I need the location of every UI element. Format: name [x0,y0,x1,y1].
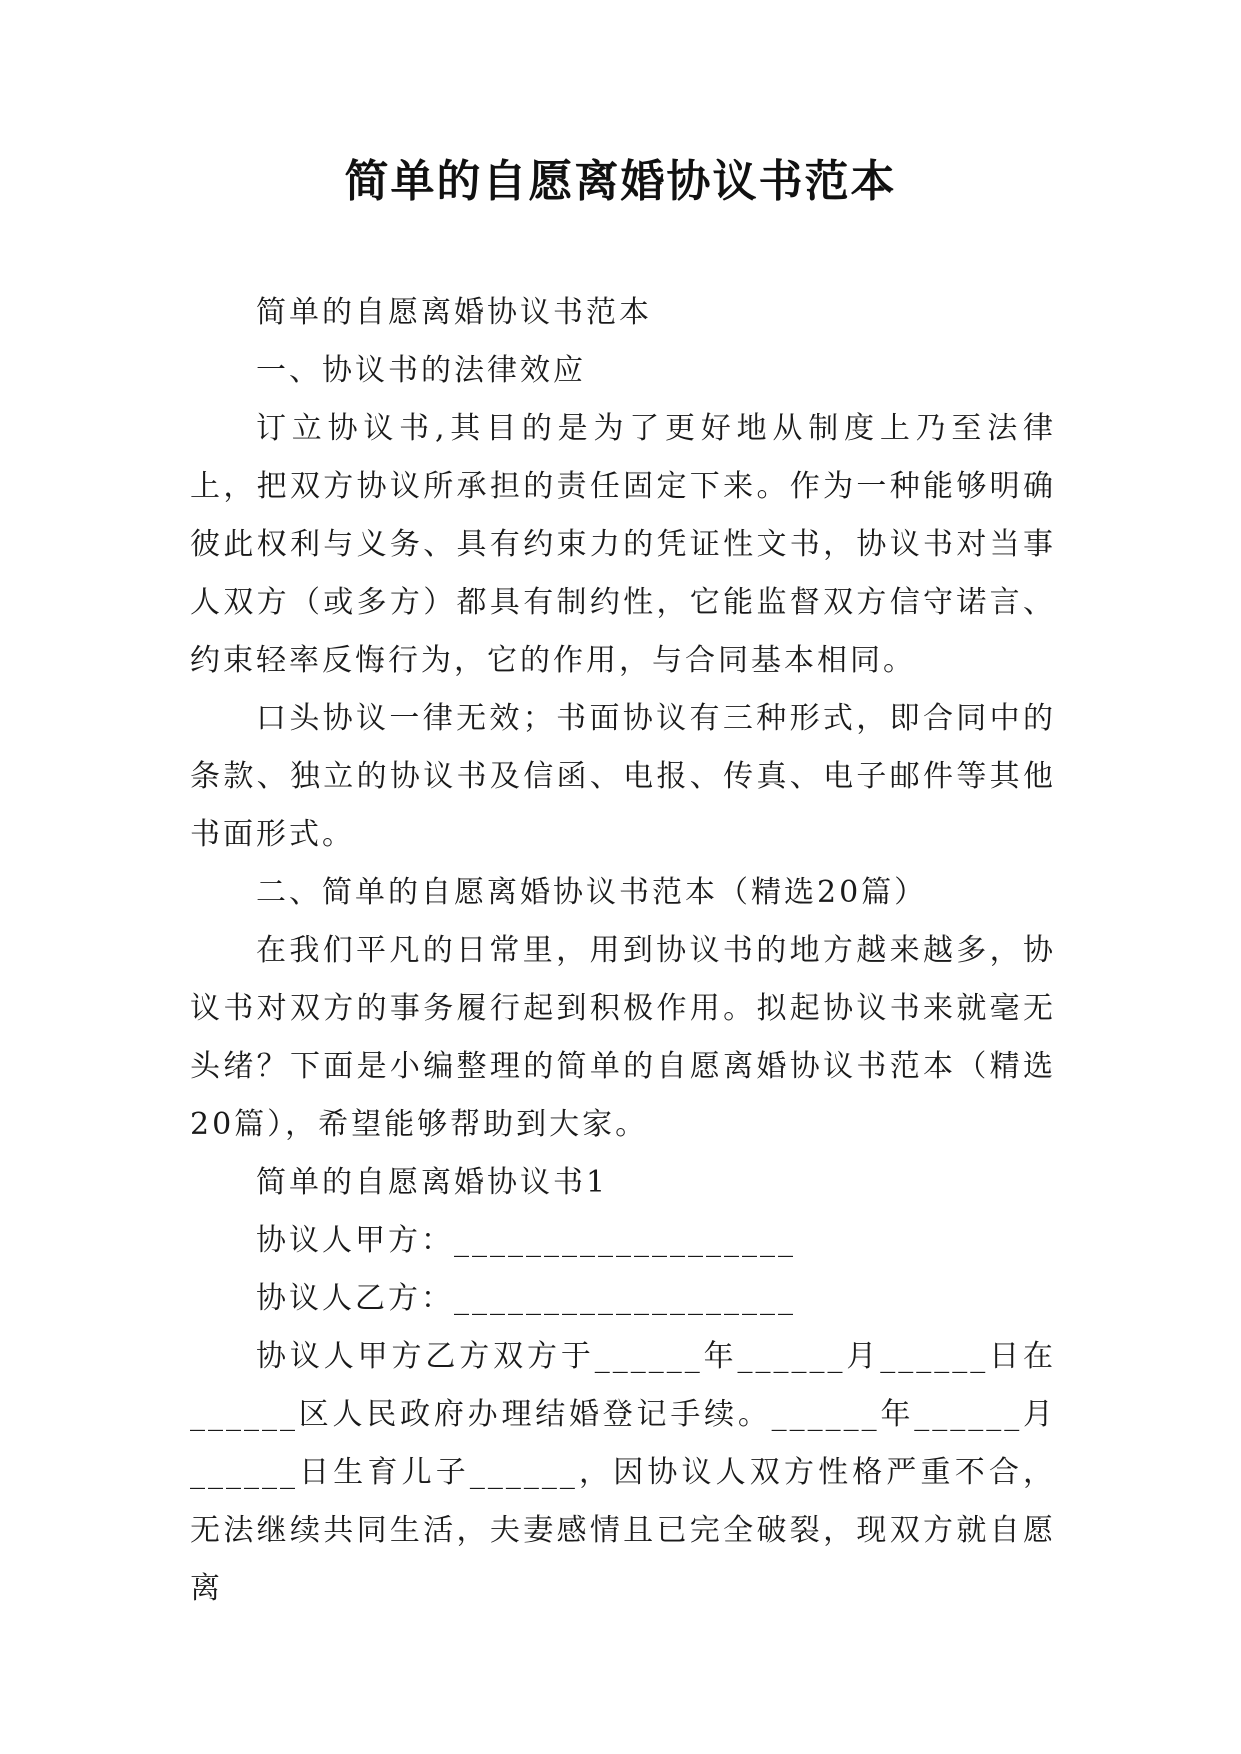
section-heading-1: 一、协议书的法律效应 [256,353,586,388]
document-title: 简单的自愿离婚协议书范本 [344,156,897,207]
sample-heading-1: 简单的自愿离婚协议书1 [256,1165,609,1200]
party-a-line: 协议人甲方：___________________ [256,1223,796,1258]
paragraph-agreement: 协议人甲方乙方双方于______年______月______日在______区人民政府办理结婚登记手续。______年______月______日生育儿子______，因协议人双方性格严重不合，无法继续共同生活，夫妻感情且已完全破裂，现双方就自愿离 [190,1339,1056,1606]
paragraph-forms: 口头协议一律无效；书面协议有三种形式，即合同中的条款、独立的协议书及信函、电报、传真、电子邮件等其他书面形式。 [190,701,1056,852]
paragraph-purpose: 订立协议书,其目的是为了更好地从制度上乃至法律上，把双方协议所承担的责任固定下来。作为一种能够明确彼此权利与义务、具有约束力的凭证性文书，协议书对当事人双方（或多方）都具有制约性，它能监督双方信守诺言、约束轻率反悔行为，它的作用，与合同基本相同。 [190,411,1056,678]
section-heading-2: 二、简单的自愿离婚协议书范本（精选20篇） [256,875,928,910]
paragraph-subtitle: 简单的自愿离婚协议书范本 [256,295,652,330]
party-b-line: 协议人乙方：___________________ [256,1281,796,1316]
paragraph-intro: 在我们平凡的日常里，用到协议书的地方越来越多，协议书对双方的事务履行起到积极作用。拟起协议书来就毫无头绪？下面是小编整理的简单的自愿离婚协议书范本（精选20篇），希望能够帮助到大家。 [190,933,1056,1142]
document-body [190,284,1056,1618]
